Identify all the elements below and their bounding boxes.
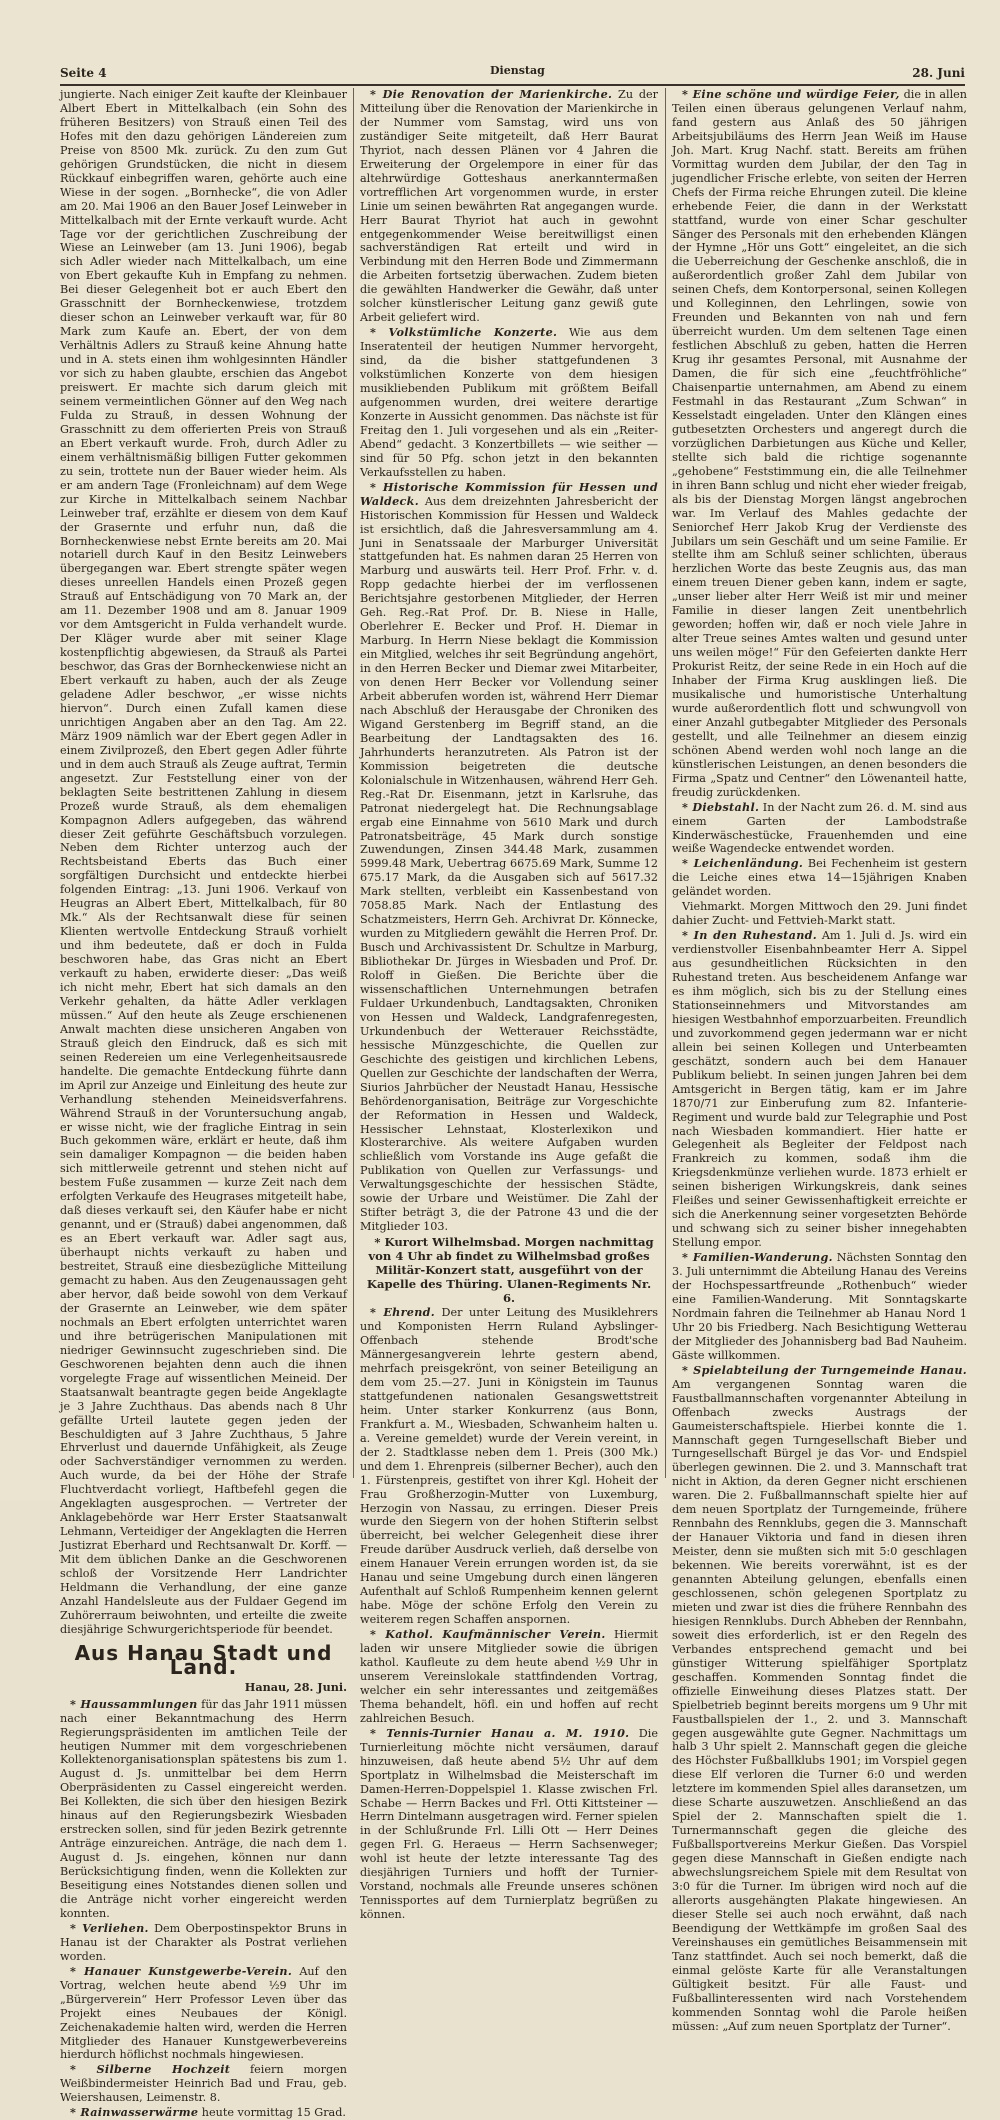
news-item	[360, 1628, 658, 1726]
item-text: Aus dem dreizehnten Jahresbericht der Historischen Kommission für Hessen und Waldeck ist ersichtlich, daß die Jahresversammlung am 4. Juni in Senatssaale der Marburger Universität stattgefunden hat. Es nahmen daran 25 Herren von Marburg und auswärts teil. Herr Prof. Frhr. v. d. Ropp gedachte hierbei der im verflossenen Berichtsjahre gestorbenen Mitglieder, der Herren Geh. Reg.-Rat Prof. Dr. B. Niese in Halle, Oberlehrer E. Becker und Prof. H. Diemar in Marburg. In Herrn Niese beklagt die Kommission ein Mitglied, welches ihr seit Begründung angehört, in den Herren Becker und Diemar zwei Mitarbeiter, von denen Herr Becker vor Vollendung seiner Arbeit abberufen worden ist, während Herr Diemar nach Abschluß der Herausgabe der Chroniken des Wigand Gerstenberg im Begriff stand, an die Bearbeitung der Landtagsakten des 16. Jahrhunderts heranzutreten. Als Patron ist der Kommission beigetreten die deutsche Kolonialschule in Witzenhausen, während Herr Geh. Reg.-Rat Dr. Eisenmann, jetzt in Karlsruhe, das Patronat niedergelegt hat. Die Rechnungsablage ergab eine Einnahme von 5610 Mark und durch Patronatsbeiträge, 45 Mark durch sonstige Zuwendungen, Zinsen 344.48 Mark, zusammen 5999.48 Mark, Uebertrag 6675.69 Mark, Summe 12 675.17 Mark, da die Ausgaben sich auf 5617.32 Mark stellten, verbleibt ein Kassenbestand von 7058.85 Mark. Nach der Entlastung des Schatzmeisters, Herrn Geh. Archivrat Dr. Könnecke, wurden zu Mitgliedern gewählt die Herren Prof. Dr. Busch und Archivassistent Dr. Schultze in Marburg, Bibliothekar Dr. Jürges in Wiesbaden und Prof. Dr. Roloff in Gießen. Die Berichte über die wissenschaftlichen Unternehmungen betrafen Fuldaer Urkundenbuch, Landtagsakten, Chroniken von Hessen und Waldeck, Landgrafenregesten, Urkundenbuch der Wetterauer Reichsstädte, hessische Münzgeschichte, die Quellen zur Geschichte des geistigen und kirchlichen Lebens, Quellen zur Geschichte der landschaften der Werra, Siurios Jahrbücher der Neustadt Hanau, Hessische Behördenorganisation, Beiträge zur Vorgeschichte der Reformation in Hessen und Waldeck, Hessischer Lehnstaat, Klosterlexikon und Klosterarchive. Als weitere Aufgaben wurden schließlich vom Vorstande ins Auge gefaßt die Publikation von Quellen zur Verfassungs- und Verwaltungsgeschichte der hessischen Städte, sowie der Urbare und Weistümer. Die Zahl der Stifter beträgt 3, die der Patrone 43 und die der Mitglieder 103.	[360, 494, 658, 1234]
item-text: Zu der Mitteilung über die Renovation der Marienkirche in der Nummer vom Samstag, wird uns von zuständiger Seite mitgeteilt, daß Herr Baurat Thyriot, nach dessen Plänen vor 4 Jahren die Erweiterung der Orgelempore in einer für das altehrwürdige Gotteshaus anerkanntermaßen vortrefflichen Art vorgenommen wurde, in erster Linie um seinen bewährten Rat angegangen wurde. Herr Baurat Thyriot hat auch in gewohnt entgegenkommender Weise bereitwilligst einen sachverständigen Rat erteilt und wird in Verbindung mit den Herren Bode und Zimmermann die Arbeiten fortsetzig überwachen. Zudem bieten die gewählten Handwerker die Gewähr, daß unter solcher künstlerischer Leitung ganz gewiß gute Arbeit geliefert wird.	[360, 88, 658, 325]
news-item	[360, 326, 658, 479]
news-item	[672, 88, 967, 800]
item-heading: * Spielabteilung der Turngemeinde Hanau.	[682, 1362, 967, 1377]
weekday: Dienstag	[490, 64, 545, 77]
news-item: Viehmarkt. Morgen Mittwoch den 29. Juni findet dahier Zucht- und Fettvieh-Markt statt.	[672, 900, 967, 928]
column-divider	[353, 88, 354, 1478]
news-item	[360, 1727, 658, 1922]
item-text: für das Jahr 1911 müssen nach einer Bekanntmachung des Herrn Regierungspräsidenten im amtlichen Teile der heutigen Nummer mit dem vorgeschriebenen Kollektenorganisationsplan spätestens bis zum 1. August d. Js. unmittelbar bei dem Herrn Oberpräsidenten zu Cassel eingereicht werden. Bei Kollekten, die sich über den hiesigen Bezirk hinaus auf den Regierungsbezirk Wiesbaden erstrecken sollen, sind für jeden Bezirk getrennte Anträge einzureichen. Anträge, die nach dem 1. August d. Js. eingehen, können nur dann Berücksichtigung finden, wenn die Kollekten zur Beseitigung eines Notstandes dienen sollen und die Anträge nicht vorher eingereicht werden konnten.	[60, 1697, 347, 1920]
item-text: Nächsten Sonntag den 3. Juli unternimmt die Abteilung Hanau des Vereins der Hochspessartfreunde „Rothenbuch“ wieder eine Familien-Wanderung. Mit Sonntagskarte Nordmain fahren die Teilnehmer ab Hanau Nord 1 Uhr 20 bis Friedberg. Nach Besichtigung Wetterau der Mitglieder des Johannisberg bad Bad Nauheim. Gäste willkommen.	[672, 1251, 967, 1362]
item-heading: * Ehrend.	[370, 1305, 435, 1320]
news-item	[60, 2063, 347, 2105]
news-item	[672, 1251, 967, 1363]
item-heading: * Haussammlungen	[70, 1696, 198, 1711]
news-item	[60, 2106, 347, 2120]
item-text: Wie aus dem Inseratenteil der heutigen Nummer hervorgeht, sind, da die bisher stattgefundenen 3 volkstümlichen Konzerte von dem hiesigen musikliebenden Publikum mit größtem Beifall aufgenommen wurden, drei weitere derartige Konzerte in Aussicht genommen. Das nächste ist für Freitag den 1. Juli vorgesehen und als ein „Reiter-Abend“ gedacht. 3 Konzertbillets — wie seither — sind für 50 Pfg. schon jetzt in den bekannten Verkaufsstellen zu haben.	[360, 326, 658, 479]
item-text: feiern morgen Weißbindermeister Heinrich Bad und Frau, geb. Weiershausen, Leimenstr. 8.	[60, 2063, 347, 2105]
column-3	[672, 87, 968, 2033]
concert-notice: * Kurort Wilhelmsbad. Morgen nachmittag von 4 Uhr ab findet zu Wilhelmsbad großes Militär-Konzert statt, ausgeführt von der Kapelle des Thüring. Ulanen-Regiments Nr. 6.	[366, 1235, 654, 1306]
item-heading: * Silberne Hochzeit	[70, 2062, 231, 2077]
item-heading: * Historische Kommission für Hessen und Waldeck.	[360, 479, 658, 508]
news-item	[672, 857, 967, 899]
article-text: jungierte. Nach einiger Zeit kaufte der Kleinbauer Albert Ebert in Mittelkalbach (ein Sohn des früheren Besitzers) von Strauß einen Teil des Hofes mit den dazu gehörigen Ländereien zum Preise von 8500 Mk. zurück. Zu den zum Gut gehörigen Grundstücken, die nicht in diesem Rückkauf einbegriffen waren, gehörte auch eine Wiese in der sogen. „Bornhecke“, die von Adler am 20. Mai 1906 an den Bauer Josef Leinweber in Mittelkalbach mit der Ernte verkauft wurde. Acht Tage vor der gerichtlichen Zuschreibung der Wiese an Leinweber (am 13. Juni 1906), begab sich Adler wieder nach Mittelkalbach, um eine von Ebert gekaufte Kuh in Empfang zu nehmen. Bei dieser Gelegenheit bot er auch Ebert den Grasschnitt der Bornheckenwiese, trotzdem dieser schon an Leinweber verkauft war, für 80 Mark zum Kaufe an. Ebert, der von dem Verhältnis Adlers zu Strauß keine Ahnung hatte und in A. stets einen ihm wohlgesinnten Händler vor sich zu haben glaubte, erschien das Angebot preiswert. Er machte sich darum gleich mit seinem vermeintlichen Gönner auf den Weg nach Fulda zu Strauß, in dessen Wohnung der Grasschnitt zu dem offerierten Preis von Strauß an Ebert verkauft wurde. Froh, durch Adler zu einem verhältnismäßig billigen Futter gekommen zu sein, trottete nun der Bauer wieder heim. Als er am andern Tage (Fronleichnam) auf dem Wege zur Kirche in Mittelkalbach seinem Nachbar Leinweber traf, erzählte er diesem von dem Kauf der Grasernte und erfuhr nun, daß die Bornheckenwiese nebst Ernte bereits am 20. Mai notariell durch Kauf in den Besitz Leinwebers übergegangen war. Ebert strengte später wegen dieses unreellen Handels einen Prozeß gegen Strauß auf Entschädigung von 70 Mark an, der am 11. Dezember 1908 und am 8. Januar 1909 vor dem Amtsgericht in Fulda verhandelt wurde. Der Kläger wurde aber mit seiner Klage kostenpflichtig abgewiesen, da Strauß als Partei beschwor, das Gras der Bornheckenwiese nicht an Ebert verkauft zu haben, auch der als Zeuge geladene Adler beschwor, „er wisse nichts hiervon“. Durch einen Zufall kamen diese unrichtigen Angaben aber an den Tag. Am 22. März 1909 nämlich war der Ebert gegen Adler in einem Zivilprozeß, den Ebert gegen Adler führte und in dem auch Strauß als Zeuge auftrat, Termin angesetzt. Zur Feststellung einer von der beklagten Seite bestrittenen Zahlung in diesem Prozeß wurde Strauß, als dem ehemaligen Kompagnon Adlers aufgegeben, das während dieser Zeit geführte Geschäftsbuch vorzulegen. Neben dem Richter unterzog auch der Rechtsbeistand Eberts das Buch einer sorgfältigen Durchsicht und entdeckte hierbei folgenden Eintrag: „13. Juni 1906. Verkauf von Heugras an Albert Ebert, Mittelkalbach, für 80 Mk.“ Als der Rechtsanwalt diese für seinen Klienten wertvolle Entdeckung Strauß vorhielt und ihm bedeutete, daß er doch in Fulda beschworen habe, das Gras nicht an Ebert verkauft zu haben, erwiderte dieser: „Das weiß ich nicht mehr, Ebert hat sich damals an den Verkehr gehalten, da hätte Adler verklagen müssen.“ Auf den heute als Zeuge erschienenen Anwalt machten diese unsicheren Angaben von Strauß gleich den Eindruck, daß es sich mit seinen Redereien um eine Verlegenheitsausrede handelte. Die gemachte Entdeckung führte dann im April zur Anzeige und Einleitung des heute zur Verhandlung stehenden Meineidsverfahrens. Während Strauß in der Voruntersuchung angab, er wisse nicht, wie der fragliche Eintrag in sein Buch gekommen wäre, erklärt er heute, daß ihm sein damaliger Kompagnon — die beiden haben sich mittlerweile getrennt und stehen nicht auf bestem Fuße zusammen — kurze Zeit nach dem erfolgten Verkaufe des Heugrases mitgeteilt habe, daß dieses verkauft sei, den Käufer habe er nicht genannt, und er (Strauß) dabei angenommen, daß es an Ebert verkauft war. Adler sagt aus, überhaupt nichts verkauft zu haben und bestreitet, Strauß eine diesbezügliche Mitteilung gemacht zu haben. Aus den Zeugenaussagen geht aber hervor, daß beide sowohl von dem Verkauf der Grasernte an Leinweber, wie dem später nochmals an Ebert erfolgten unterrichtet waren und ihre betrügerischen Manipulationen mit niedriger Gewinnsucht zugeschrieben sind. Die Geschworenen bejahten denn auch die ihnen vorgelegte Frage auf wissentlichen Meineid. Der Staatsanwalt beantragte gegen beide Angeklagte je 3 Jahre Zuchthaus. Das abends nach 8 Uhr gefällte Urteil lautete gegen jeden der Beschuldigten auf 3 Jahre Zuchthaus, 5 Jahre Ehrverlust und dauernde Unfähigkeit, als Zeuge oder Sachverständiger vernommen zu werden. Auch wurde, da bei der Höhe der Strafe Fluchtverdacht vorliegt, Haftbefehl gegen die Angeklagten ausgesprochen. — Vertreter der Anklagebehörde war Herr Erster Staatsanwalt Lehmann, Verteidiger der Angeklagten die Herren Justizrat Eberhard und Rechtsanwalt Dr. Korff. — Mit dem üblichen Danke an die Geschworenen schloß der Vorsitzende Herr Landrichter Heldmann die Verhandlung, der eine ganze Anzahl Handelsleute aus der Fuldaer Gegend im Zuhörerraum beiwohnten, und erteilte die zweite diesjährige Schwurgerichtsperiode für beendet.	[60, 88, 347, 1636]
item-heading: * Verliehen.	[70, 1920, 149, 1935]
item-heading: * Kathol. Kaufmännischer Verein.	[370, 1627, 606, 1642]
item-text: Dem Oberpostinspektor Bruns in Hanau ist der Charakter als Postrat verliehen worden.	[60, 1921, 347, 1963]
item-text: die in allen Teilen einen überaus gelungenen Verlauf nahm, fand gestern aus Anlaß des 50 jährigen Arbeitsjubiläums des Herrn Jean Weiß im Hause Joh. Mart. Krug Nachf. statt. Bereits am frühen Vormittag wurden dem Jubilar, der den Tag in jugendlicher Frische erlebte, von seiten der Herren Chefs der Firma reiche Ehrungen zuteil. Die kleine erhebende Feier, die dann in der Werkstatt stattfand, wurde von einer Schar geschulter Sänger des Personals mit den erhebenden Klängen der Hymne „Hör uns Gott“ eingeleitet, an die sich die Ueberreichung der Geschenke anschloß, die in außerordentlich großer Zahl dem Jubilar von seinen Chefs, dem Kontorpersonal, seinen Kollegen und Kolleginnen, den Lehrlingen, sowie von Freunden und Bekannten von nah und fern überreicht wurden. Um dem seltenen Tage einen festlichen Abschluß zu geben, hatten die Herren Krug ihr gesamtes Personal, mit Ausnahme der Damen, die für sich eine „feuchtfröhliche“ Chaisenpartie unternahmen, am Abend zu einem Festmahl in das Restaurant „Zum Schwan“ in Kesselstadt eingeladen. Unter den Klängen eines gutbesetzten Orchesters und angeregt durch die vorzüglichen Darbietungen aus Küche und Keller, stellte sich bald die richtige sogenannte „gehobene“ Feststimmung ein, die alle Teilnehmer in ihren Bann schlug und nicht eher wieder freigab, als bis der Dienstag Morgen längst angebrochen war. Im Verlauf des Mahles gedachte der Seniorchef Herr Jakob Krug der Verdienste des Jubilars um sein Geschäft und um seine Familie. Er stellte ihm am Schluß seiner schlichten, überaus herzlichen Worte das beste Zeugnis aus, das man einem treuen Diener geben kann, indem er sagte, „unser lieber alter Herr Weiß ist mir und meiner Familie in dieser langen Zeit unentbehrlich geworden; hoffen wir, daß er noch viele Jahre in alter Treue seines Amtes walten und gesund unter uns weilen möge!“ Für den Gefeierten dankte Herr Prokurist Reitz, der seine Rede in ein Hoch auf die Inhaber der Firma Krug ausklingen ließ. Die musikalische und humoristische Unterhaltung wurde außerordentlich flott und schwungvoll von einer Anzahl gutbegabter Mitglieder des Personals gestellt, und alle Teilnehmer an diesem einzig schönen Abend werden wohl noch lange an die künstlerischen Leistungen, an denen besonders die Firma „Spatz und Centner“ den Löwenanteil hatte, freudig zurückdenken.	[672, 88, 968, 799]
column-1	[60, 88, 347, 2120]
item-heading: * Rainwasserwärme	[70, 2105, 199, 2120]
page-number: Seite 4	[60, 66, 107, 80]
news-item	[360, 1306, 658, 1627]
news-item	[60, 1965, 347, 2063]
date: 28. Juni	[912, 66, 965, 80]
item-heading: * Hanauer Kunstgewerbe-Verein.	[70, 1963, 293, 1978]
item-text: Am 1. Juli d. Js. wird ein verdienstvoller Eisenbahnbeamter Herr A. Sippel aus gesundheitlichen Rücksichten in den Ruhestand treten. Aus bescheidenem Anfange war es ihm möglich, sich bis zu der Stellung eines Stationseinnehmers und Mitvorstandes am hiesigen Westbahnhof emporzuarbeiten. Freundlich und zuvorkommend gegen jedermann war er nicht allein bei seinen Kollegen und Unterbeamten geschätzt, sondern auch bei dem Hanauer Publikum beliebt. In seinen jungen Jahren bei dem Amtsgericht in Bergen tätig, kam er im Jahre 1870/71 zur Einberufung zum 82. Infanterie-Regiment und wurde bald zur Telegraphie und Post nach Wiesbaden kommandiert. Hier hatte er Gelegenheit als Begleiter der Feldpost nach Frankreich zu kommen, sodaß ihm die Kriegsdenkmünze verliehen wurde. 1873 erhielt er seinen bisherigen Wirkungskreis, dank seines Fleißes und seiner Gewissenhaftigkeit erreichte er sich die Anerkennung seiner vorgesetzten Behörde und schwang sich zu seiner bisher innegehabten Stellung empor.	[672, 929, 967, 1250]
dateline: Hanau, 28. Juni.	[244, 1679, 347, 1694]
item-heading: * Familien-Wanderung.	[682, 1250, 833, 1265]
news-item	[672, 1364, 967, 2034]
item-heading: * Volkstümliche Konzerte.	[370, 325, 558, 340]
column-2	[360, 87, 659, 1922]
news-item	[360, 481, 658, 1234]
item-text: Die Turnierleitung möchte nicht versäumen, darauf hinzuweisen, daß heute abend 5½ Uhr auf dem Sportplatz in Wilhelmsbad die Meisterschaft im Damen-Herren-Doppelspiel 1. Klasse zwischen Frl. Schabe — Herrn Backes und Frl. Otti Kittsteiner — Herrn Dintelmann ausgetragen wird. Ferner spielen in der Schlußrunde Frl. Lilli Ott — Herr Deines gegen Frl. G. Heraeus — Herrn Sachsenweger; wohl ist heute der letzte interessante Tag des diesjährigen Turniers und hofft der Turnier-Vorstand, nochmals alle Freunde unseres schönen Tennissportes auf dem Turnierplatz begrüßen zu können.	[360, 1726, 658, 1922]
news-item	[672, 929, 967, 1250]
item-text: Am vergangenen Sonntag waren die Faustballmannschaften vorgenannter Abteilung in Offenbach zwecks Austrags der Gaumeisterschaftspiele. Hierbei konnte die 1. Mannschaft gegen Turngesellschaft Bieber und Turngesellschaft Bürgel je das Vor- und Endspiel überlegen gewinnen. Die 2. und 3. Mannschaft trat nicht in Aktion, da deren Gegner nicht erschienen waren. Die 2. Fußballmannschaft spielte hier auf dem neuen Sportplatz der Turngemeinde, frühere Rennbahn des Rennklubs, gegen die 3. Mannschaft der Hanauer Viktoria und fand in diesen ihren Meister, denn sie mußten sich mit 5:0 geschlagen bekennen. Wie bereits vorerwähnt, ist es der genannten Abteilung gelungen, ebenfalls einen geschlossenen, schön gelegenen Sportplatz zu mieten und zwar ist dies die frühere Rennbahn des hiesigen Rennklubs. Durch Abheben der Rennbahn, soweit dies erforderlich, ist er den Regeln des Verbandes entsprechend gemacht und bei günstiger Witterung spielfähiger Sportplatz geschaffen. Kommenden Sonntag findet die offizielle Einweihung dieses Platzes statt. Der Spielbetrieb beginnt bereits morgens um 9 Uhr mit Faustballspielen der 1., 2. und 3. Mannschaft gegen ausgewählte gute Gegner. Nachmittags um halb 3 Uhr spielt 2. Mannschaft gegen die gleiche des Höchster Fußballklubs 1901; im Vorspiel gegen diese Elf verloren die Turner 6:0 und werden letztere im kommenden Spiel alles daransetzen, um diese Scharte auszuwetzen. Anschließend an das Spiel der 2. Mannschaften spielt die 1. Turnermannschaft gegen die gleiche des Fußballsportvereins Merkur Gießen. Das Vorspiel gegen diese Mannschaft in Gießen endigte nach abwechslungsreichem Spiele mit dem Resultat von 3:0 für die Turner. Im übrigen wird noch auf die allerorts ausgehängten Plakate hingewiesen. An dieser Stelle sei auch noch erwähnt, daß nach Beendigung der Wettkämpfe im großen Saal des Vereinshauses ein gemütliches Beisammensein mit Tanz stattfindet. Auch sei noch bemerkt, daß die einmal gelöste Karte für alle Veranstaltungen Gültigkeit besitzt. Für alle Faust- und Fußballinteressenten wird nach Vorstehendem kommenden Sonntag wohl die Parole heißen müssen: „Auf zum neuen Sportplatz der Turner“.	[672, 1377, 967, 2033]
item-text: Bei Fechenheim ist gestern die Leiche eines etwa 14—15jährigen Knaben geländet worden.	[672, 857, 968, 899]
item-heading: * Diebstahl.	[682, 799, 760, 814]
item-heading: * Eine schöne und würdige Feier,	[682, 87, 900, 101]
news-item	[360, 88, 658, 325]
item-heading: * Leichenländung.	[682, 856, 804, 871]
page-header	[60, 64, 965, 86]
news-item	[60, 1698, 347, 1921]
item-text: heute vormittag 15 Grad.	[198, 2106, 346, 2120]
news-item	[672, 801, 967, 857]
column-divider	[665, 88, 666, 1478]
item-text: Der unter Leitung des Musiklehrers und Komponisten Herrn Ruland Aybslinger-Offenbach stehende Brodt'sche Männergesangverein lehrte gestern abend, mehrfach preisgekrönt, von seiner Beteiligung an dem vom 25.—27. Juni in Königstein im Taunus stattgefundenen nationalen Gesangswettstreit heim. Unter starker Konkurrenz (aus Bonn, Frankfurt a. M., Wiesbaden, Schwanheim halten u. a. Vereine gemeldet) wurde der Verein vereint, in der 2. Stadtklasse neben dem 1. Preis (300 Mk.) und dem 1. Ehrenpreis (silberner Becher), auch den 1. Fürstenpreis, gestiftet von ihrer Kgl. Hoheit der Frau Großherzogin-Mutter von Luxemburg, Herzogin von Nassau, zu erringen. Dieser Preis wurde den Siegern von der hohen Stifterin selbst überreicht, bei welcher Gelegenheit diese ihrer Freude darüber Ausdruck verlieh, daß derselbe von einem Hanauer Verein errungen worden ist, da sie Hanau und seine Umgebung durch einen längeren Aufenthalt auf Schloß Rumpenheim kennen gelernt habe. Möge der schöne Erfolg den Verein zu weiterem regen Schaffen anspornen.	[360, 1306, 658, 1627]
item-heading: * In den Ruhestand.	[682, 928, 817, 943]
item-text: In der Nacht zum 26. d. M. sind aus einem Garten der Lambodstraße Kinderwäschestücke, Frauenhemden und eine weiße Wagendecke entwendet worden.	[672, 800, 968, 856]
section-title: Aus Hanau Stadt und Land.	[74, 1640, 333, 1679]
item-text: Auf den Vortrag, welchen heute abend ½9 Uhr im „Bürgerverein“ Herr Professor Leven über das Projekt eines Neubaues der Königl. Zeichenakademie halten wird, werden die Herren Mitglieder des Hanauer Kunstgewerbevereins hierdurch höflichst nochmals hingewiesen.	[60, 1964, 347, 2062]
item-heading: * Die Renovation der Marienkirche.	[370, 87, 613, 101]
news-item	[60, 1922, 347, 1964]
item-text: Hiermit laden wir unsere Mitglieder sowie die übrigen kathol. Kaufleute zu dem heute abend ½9 Uhr in unserem Vereinslokale stattfindenden Vortrag, welcher ein sehr interessantes und zeitgemäßes Thema behandelt, höfl. ein und hoffen auf recht zahlreichen Besuch.	[360, 1628, 659, 1725]
item-heading: * Tennis-Turnier Hanau a. M. 1910.	[370, 1725, 630, 1740]
